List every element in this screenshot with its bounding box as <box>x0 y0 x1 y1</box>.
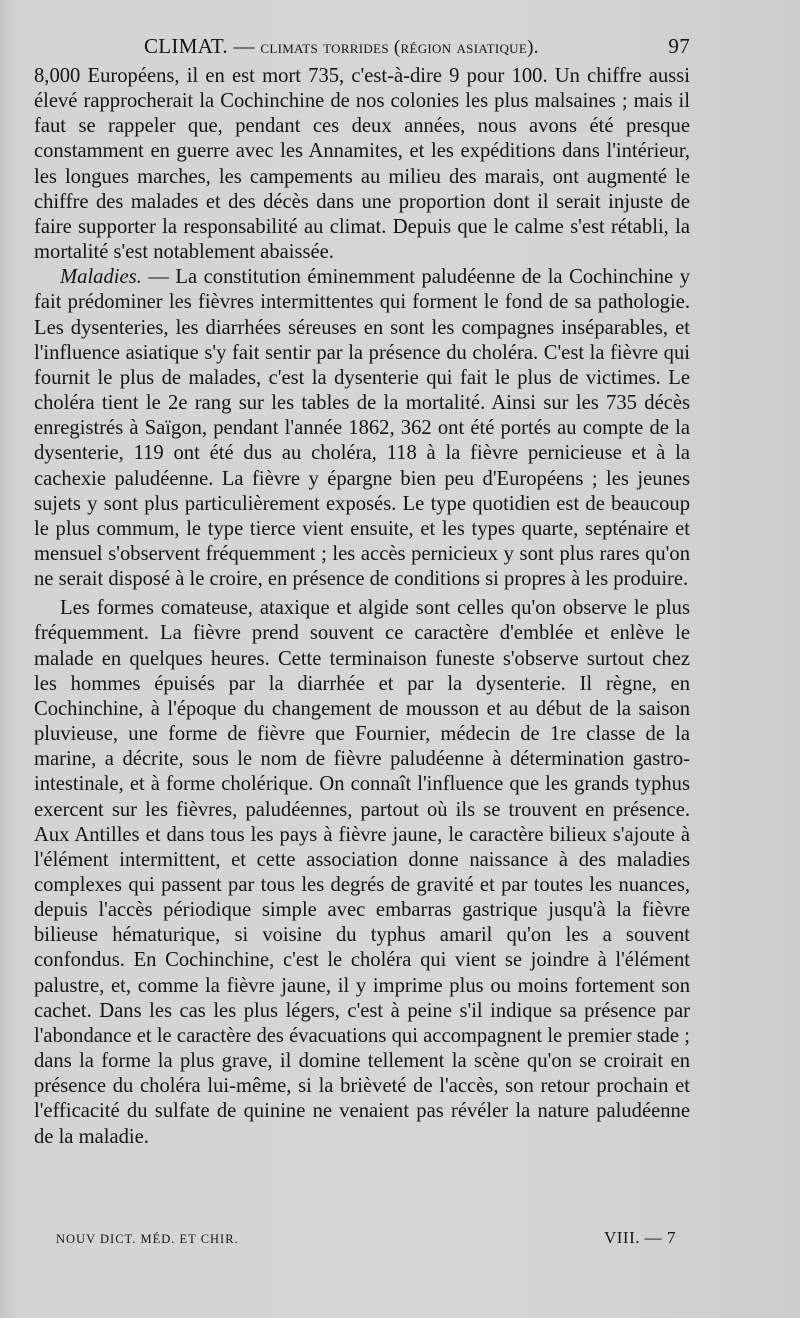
body-text <box>34 64 690 1150</box>
paragraph-2-text: — La constitution éminemment paludéenne de la Cochinchine y fait prédominer les fièvres intermittentes qui forment le fond de sa pathologie. Les dysenteries, les diarrhées séreuses en sont les compagnes inséparables, et l'influence asiatique s'y fait sentir par la présence du choléra. C'est la fièvre qui fournit le plus de malades, c'est la dysenterie qui fait le plus de victimes. Le choléra tient le 2e rang sur les tables de la mortalité. Ainsi sur les 735 décès enregistrés à Saïgon, pendant l'année 1862, 362 ont été portés au compte de la dysenterie, 119 ont été dus au choléra, 118 à la fièvre pernicieuse et à la cachexie paludéenne. La fièvre y épargne bien peu d'Européens ; les jeunes sujets y sont plus particulièrement exposés. Le type quotidien est de beaucoup le plus commum, le type tierce vient ensuite, et les types quarte, septénaire et mensuel s'observent fréquemment ; les accès pernicieux y sont plus rares qu'on ne serait disposé à le croire, en présence de conditions si propres à les produire. <box>34 266 690 591</box>
footer-volume: VIII. — 7 <box>603 1228 676 1247</box>
running-title-main: climats torrides (région asiatique). <box>260 37 539 58</box>
running-title <box>144 34 539 59</box>
footer-signature: NOUV DICT. MÉD. ET CHIR. <box>56 1232 239 1246</box>
running-title-prefix: CLIMAT. — <box>144 34 261 58</box>
paragraph-1: 8,000 Européens, il en est mort 735, c'est-à-dire 9 pour 100. Un chiffre aussi élevé rapprocherait la Cochinchine de nos colonies les plus malsaines ; mais il faut se rappeler que, pendant ces deux années, nous avons été presque constamment en guerre avec les Annamites, et les expéditions dans l'intérieur, les longues marches, les campements au milieu des marais, ont augmenté le chiffre des malades et des décès dans une proportion dont il serait injuste de faire supporter la responsabilité au climat. Depuis que le calme s'est rétabli, la mortalité s'est notablement abaissée. <box>34 65 690 264</box>
paragraph-2 <box>34 265 690 592</box>
page-footer <box>56 1228 676 1250</box>
page-number: 97 <box>668 34 690 58</box>
paragraph-3: Les formes comateuse, ataxique et algide sont celles qu'on observe le plus fréquemment. La fièvre prend souvent ce caractère d'emblée et enlève le malade en quelques heures. Cette terminaison funeste s'observe surtout chez les hommes épuisés par la diarrhée et par la dysenterie. Il règne, en Cochinchine, à l'époque du changement de mousson et au début de la saison pluvieuse, une forme de fièvre que Fournier, médecin de 1re classe de la marine, a décrite, sous le nom de fièvre paludéenne à détermination gastro-intestinale, et à forme cholérique. On connaît l'influence que les grands typhus exercent sur les fièvres, paludéennes, partout où ils se trouvent en présence. Aux Antilles et dans tous les pays à fièvre jaune, le caractère bilieux s'ajoute à l'élément intermittent, et cette association donne naissance à des maladies complexes qui passent par tous les degrés de gravité et par toutes les nuances, depuis l'accès périodique simple avec embarras gastrique jusqu'à la fièvre bilieuse hématurique, si voisine du typhus amaril qu'on les a souvent confondus. En Cochinchine, c'est le choléra qui vient se joindre à l'élément palustre, et, comme la fièvre jaune, il y imprime plus ou moins fortement son cachet. Dans les cas les plus légers, c'est à peine s'il indique sa présence par l'abondance et le caractère des évacuations qui accompagnent le premier stade ; dans la forme la plus grave, il domine tellement la scène qu'on se croirait en présence du choléra lui-même, si la brièveté de l'accès, son retour prochain et l'efficacité du sulfate de quinine ne venaient pas révéler la nature paludéenne de la maladie. <box>34 597 690 1148</box>
section-heading-maladies: Maladies. <box>60 266 142 289</box>
running-header <box>34 34 690 64</box>
